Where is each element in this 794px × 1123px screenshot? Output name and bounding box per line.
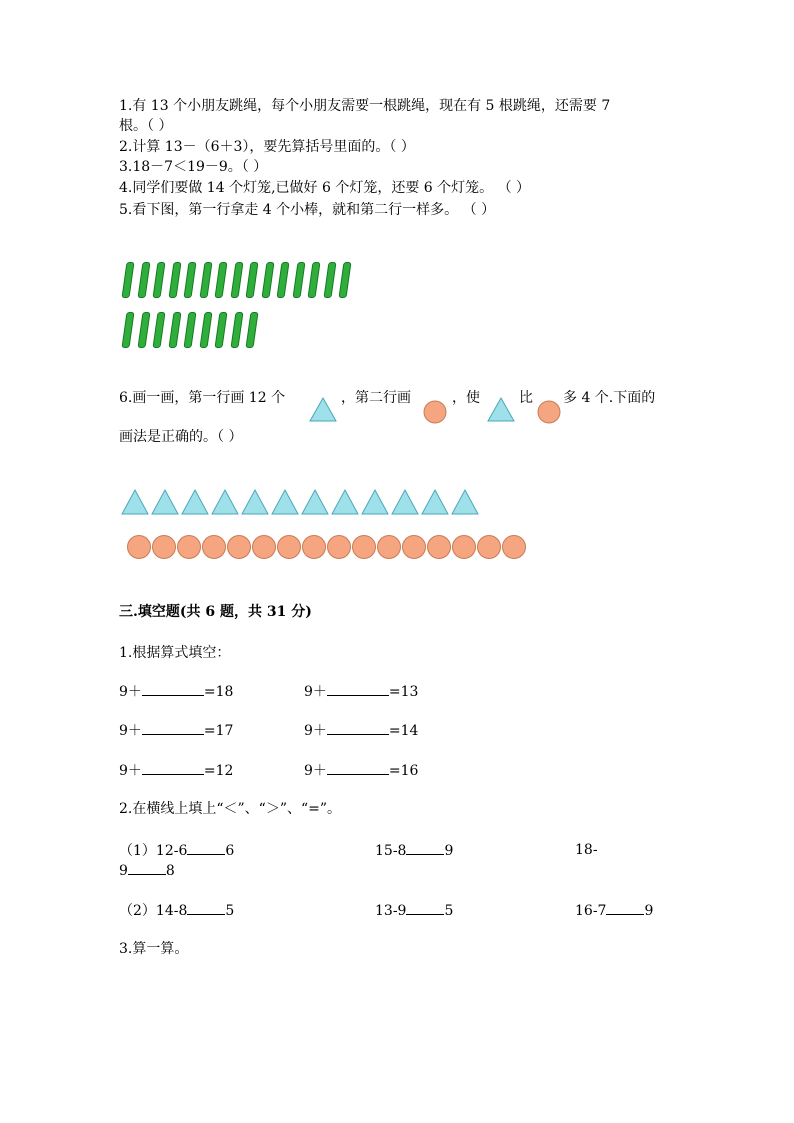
circles-row xyxy=(119,533,529,561)
compare-expression: （2）14-8 xyxy=(119,903,188,919)
triangle-icon xyxy=(487,396,515,422)
circle-shape xyxy=(353,536,376,559)
eq-right-prefix: 9＋ xyxy=(304,763,327,779)
eq-left-result: =12 xyxy=(203,763,234,779)
eq-left-prefix: 9＋ xyxy=(119,723,142,739)
circle-shape xyxy=(178,536,201,559)
stick xyxy=(214,262,227,298)
compare-2a xyxy=(119,900,234,921)
compare-value: 5 xyxy=(444,903,454,919)
circle-shape xyxy=(453,536,476,559)
equation-row-1 xyxy=(119,681,233,702)
compare-1c-cont xyxy=(119,860,175,881)
eq-right-prefix: 9＋ xyxy=(304,723,327,739)
circle-shape xyxy=(478,536,501,559)
question-6-line-2: 画法是正确的。（ ） xyxy=(119,429,243,445)
stick xyxy=(121,312,134,348)
triangle-shape xyxy=(122,490,148,514)
circle-shape xyxy=(153,536,176,559)
question-6-part-3: ，使 xyxy=(452,390,480,406)
answer-blank[interactable] xyxy=(142,720,204,735)
equation-row-3-right xyxy=(304,760,418,781)
stick xyxy=(121,262,134,298)
eq-left-result: =18 xyxy=(203,684,234,700)
triangle-icon xyxy=(309,396,337,422)
triangle-shape xyxy=(452,490,478,514)
triangle-shape xyxy=(152,490,178,514)
eq-right-result: =16 xyxy=(388,763,419,779)
triangle-shape xyxy=(182,490,208,514)
compare-expression: 18- xyxy=(575,842,598,858)
circle-shape xyxy=(128,536,151,559)
circle-shape xyxy=(203,536,226,559)
equation-row-2 xyxy=(119,720,233,741)
answer-blank[interactable] xyxy=(327,760,389,775)
question-6-part-5: 多 4 个.下面的 xyxy=(563,390,656,406)
stick xyxy=(168,262,181,298)
compare-value: 6 xyxy=(225,843,235,859)
triangle-shape xyxy=(422,490,448,514)
answer-blank[interactable] xyxy=(128,860,166,875)
circle-shape xyxy=(378,536,401,559)
question-6-part-1: 6.画一画，第一行画 12 个 xyxy=(119,390,286,406)
stick xyxy=(276,262,289,298)
stick xyxy=(137,312,150,348)
eq-right-result: =14 xyxy=(388,723,419,739)
section-3-question-1: 1.根据算式填空： xyxy=(119,645,231,661)
eq-left-result: =17 xyxy=(203,723,234,739)
stick xyxy=(230,312,243,348)
circle-shape xyxy=(328,536,351,559)
triangle-shape xyxy=(272,490,298,514)
eq-left-prefix: 9＋ xyxy=(119,684,142,700)
equation-row-1-right xyxy=(304,681,418,702)
compare-1c xyxy=(575,840,598,860)
compare-value: 5 xyxy=(225,903,235,919)
compare-expression: 16-7 xyxy=(575,903,607,919)
stick xyxy=(230,262,243,298)
answer-blank[interactable] xyxy=(606,900,644,915)
equation-row-3 xyxy=(119,760,233,781)
circle-shape xyxy=(428,536,451,559)
circle-icon xyxy=(423,400,447,424)
question-1-line-2: 根。（ ） xyxy=(119,118,173,134)
compare-expression: （1）12-6 xyxy=(119,843,188,859)
circle-shape xyxy=(228,536,251,559)
question-2: 2.计算 13－（6＋3），要先算括号里面的。（ ） xyxy=(119,139,415,155)
circle-shape xyxy=(278,536,301,559)
question-4: 4.同学们要做 14 个灯笼,已做好 6 个灯笼，还要 6 个灯笼。 （ ） xyxy=(119,180,531,196)
question-6-part-4: 比 xyxy=(519,390,533,406)
compare-1a xyxy=(119,840,234,861)
compare-2b xyxy=(375,900,453,921)
eq-right-prefix: 9＋ xyxy=(304,684,327,700)
compare-expression: 15-8 xyxy=(375,843,407,859)
answer-blank[interactable] xyxy=(327,681,389,696)
stick xyxy=(338,262,351,298)
stick xyxy=(168,312,181,348)
compare-value: 9 xyxy=(644,903,654,919)
question-5: 5.看下图，第一行拿走 4 个小棒，就和第二行一样多。 （ ） xyxy=(119,202,496,218)
stick xyxy=(183,262,196,298)
compare-value: 8 xyxy=(165,863,175,879)
section-3-title: 三.填空题(共 6 题，共 31 分) xyxy=(119,604,312,620)
stick xyxy=(307,262,320,298)
stick xyxy=(183,312,196,348)
circle-shape xyxy=(303,536,326,559)
stick xyxy=(152,262,165,298)
triangle-shape xyxy=(212,490,238,514)
eq-left-prefix: 9＋ xyxy=(119,763,142,779)
question-1-line-1: 1.有 13 个小朋友跳绳，每个小朋友需要一根跳绳，现在有 5 根跳绳，还需要 7 xyxy=(119,98,611,114)
section-3-question-2: 2.在横线上填上“＜”、“＞”、“=”。 xyxy=(119,801,342,817)
compare-expression: 9 xyxy=(119,863,128,879)
section-3-question-3: 3.算一算。 xyxy=(119,941,189,957)
circle-shape xyxy=(253,536,276,559)
question-3: 3.18－7＜19－9。（ ） xyxy=(119,159,268,175)
compare-1b xyxy=(375,840,453,861)
eq-right-result: =13 xyxy=(388,684,419,700)
question-6-part-2: ，第二行画 xyxy=(341,390,411,406)
answer-blank[interactable] xyxy=(187,900,225,915)
compare-value: 9 xyxy=(444,843,454,859)
answer-blank[interactable] xyxy=(142,760,204,775)
stick xyxy=(245,262,258,298)
stick xyxy=(199,312,212,348)
answer-blank[interactable] xyxy=(187,840,225,855)
circle-shape xyxy=(503,536,526,559)
stick xyxy=(261,262,274,298)
stick xyxy=(152,312,165,348)
stick xyxy=(199,262,212,298)
answer-blank[interactable] xyxy=(406,840,444,855)
answer-blank[interactable] xyxy=(327,720,389,735)
triangle-shape xyxy=(302,490,328,514)
triangle-shape xyxy=(392,490,418,514)
circle-icon xyxy=(537,400,561,424)
compare-2c xyxy=(575,900,653,921)
stick xyxy=(214,312,227,348)
triangle-shape xyxy=(362,490,388,514)
equation-row-2-right xyxy=(304,720,418,741)
circle-shape xyxy=(403,536,426,559)
answer-blank[interactable] xyxy=(142,681,204,696)
triangle-shape xyxy=(332,490,358,514)
stick xyxy=(323,262,336,298)
triangle-shape xyxy=(242,490,268,514)
stick xyxy=(245,312,258,348)
triangles-row xyxy=(119,488,489,516)
stick xyxy=(137,262,150,298)
answer-blank[interactable] xyxy=(406,900,444,915)
stick xyxy=(292,262,305,298)
compare-expression: 13-9 xyxy=(375,903,407,919)
